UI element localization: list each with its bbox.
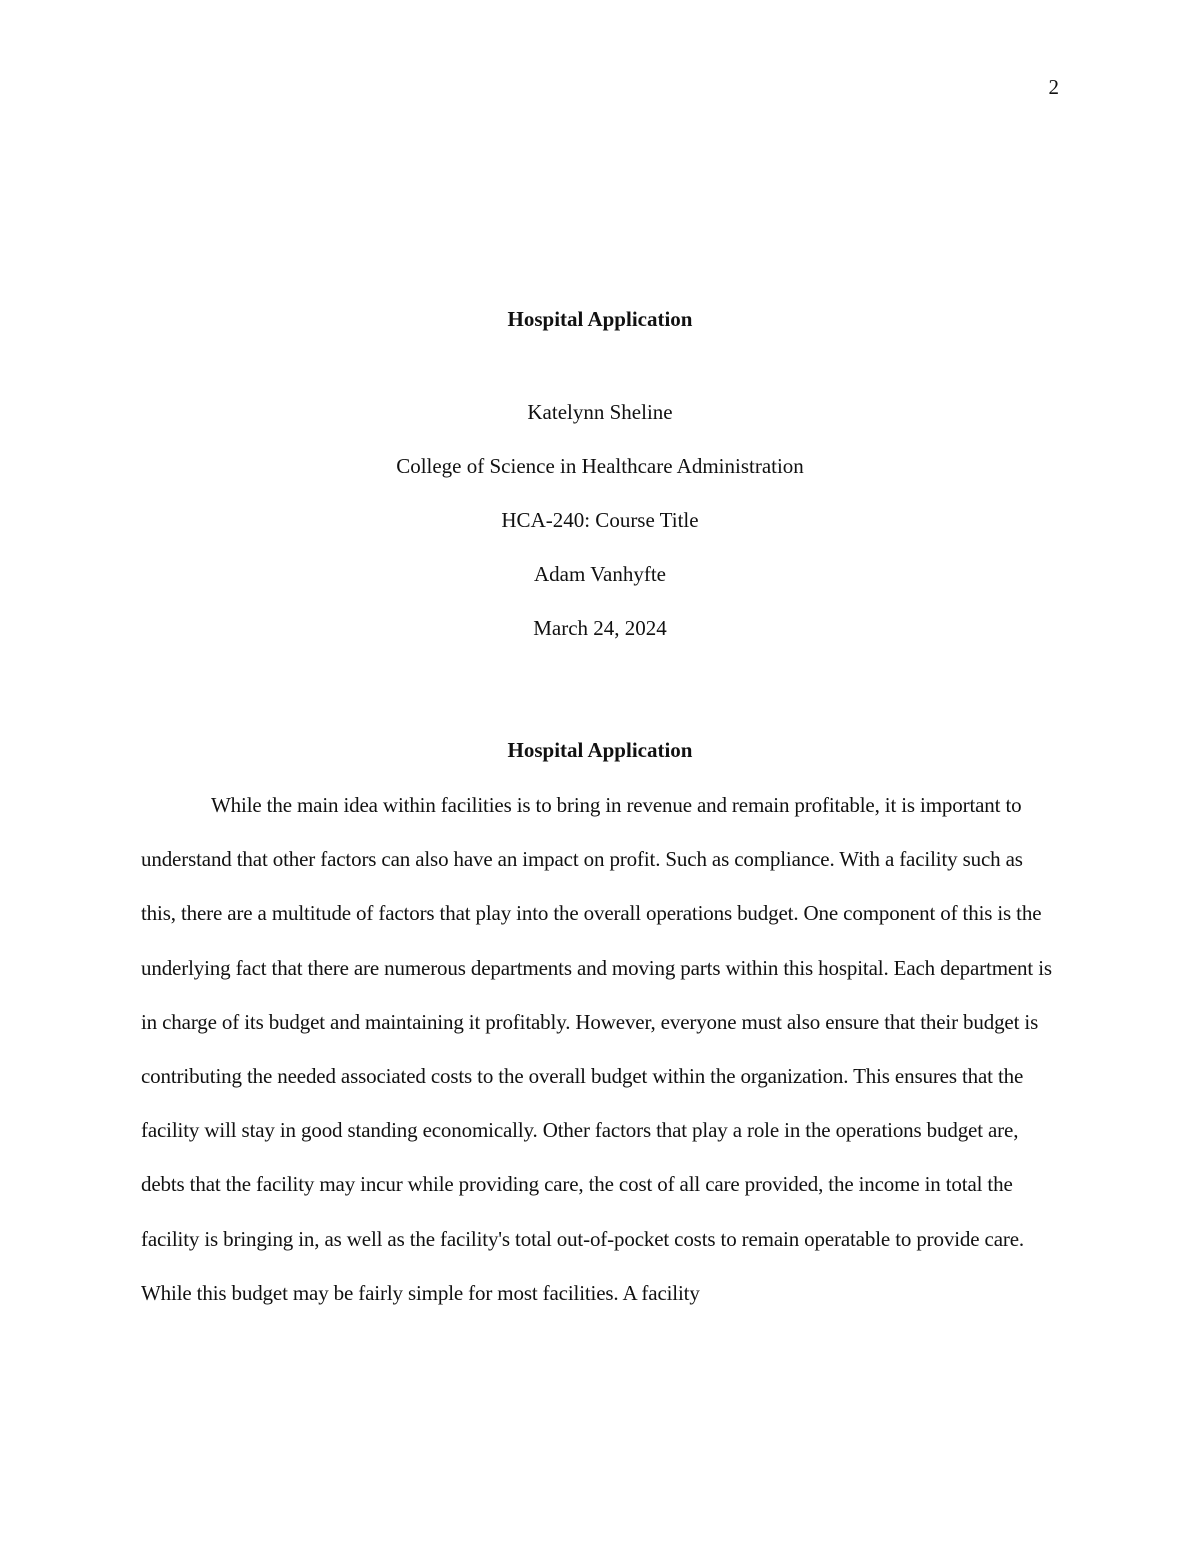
paper-title: Hospital Application xyxy=(507,307,693,331)
submission-date: March 24, 2024 xyxy=(533,616,667,640)
title-page-block xyxy=(0,305,1200,655)
instructor-name: Adam Vanhyfte xyxy=(534,562,666,586)
author-name: Katelynn Sheline xyxy=(527,400,673,424)
section-heading: Hospital Application xyxy=(507,738,693,762)
course-name: HCA-240: Course Title xyxy=(501,508,699,532)
page-number: 2 xyxy=(1048,75,1059,99)
institution-name: College of Science in Healthcare Administration xyxy=(396,454,804,478)
body-section xyxy=(141,736,1059,1320)
title-page-meta xyxy=(0,385,1200,655)
body-paragraph: While the main idea within facilities is to bring in revenue and remain profitable, it is important to understand that other factors can also have an impact on profit. Such as compliance. With a facility such as this, there are a multitude of factors that play into the overall operations budget. One component of this is the underlying fact that there are numerous departments and moving parts within this hospital. Each department is in charge of its budget and maintaining it profitably. However, everyone must also ensure that their budget is contributing the needed associated costs to the overall budget within the organization. This ensures that the facility will stay in good standing economically. Other factors that play a role in the operations budget are, debts that the facility may incur while providing care, the cost of all care provided, the income in total the facility is bringing in, as well as the facility's total out-of-pocket costs to remain operatable to provide care. While this budget may be fairly simple for most facilities. A facility xyxy=(141,793,1052,1305)
